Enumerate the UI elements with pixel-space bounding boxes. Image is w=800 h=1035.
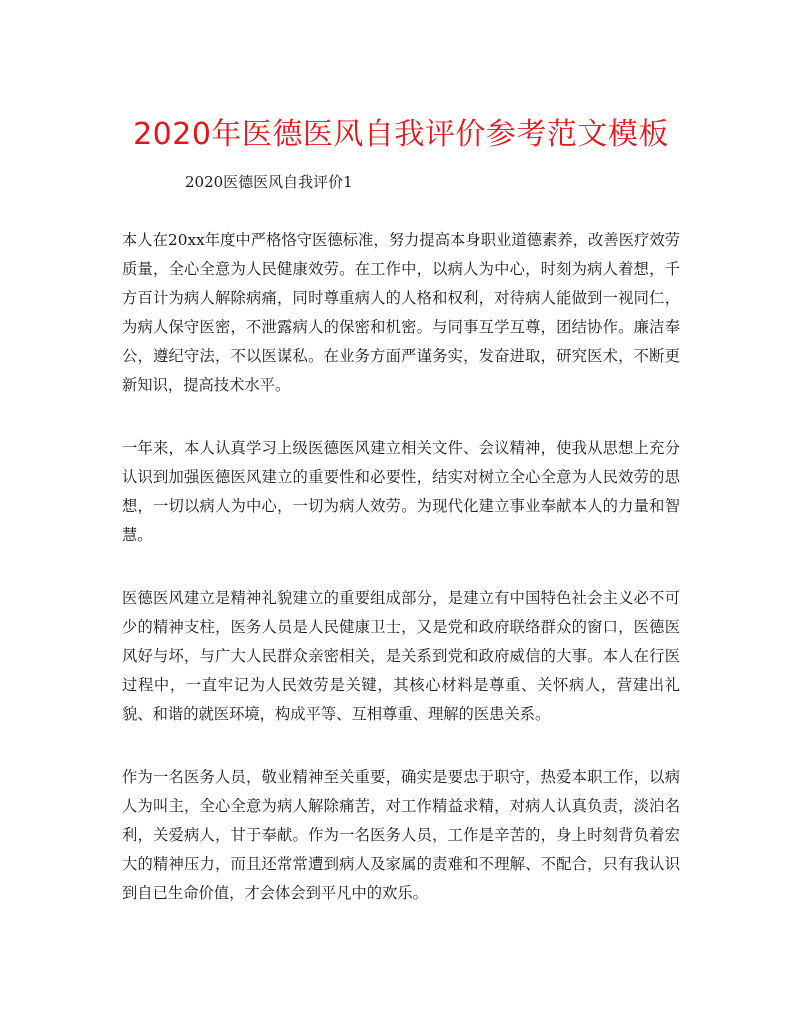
paragraph-1: 本人在20xx年度中严格恪守医德标准，努力提高本身职业道德素养，改善医疗效劳质量，全心全意为人民健康效劳。在工作中，以病人为中心，时刻为病人着想，千方百计为病人解除病痛，同时尊重病人的人格和权利，对待病人能做到一视同仁，为病人保守医密，不泄露病人的保密和机密。与同事互学互尊，团结协作。廉洁奉公，遵纪守法，不以医谋私。在业务方面严谨务实，发奋进取，研究医术，不断更新知识，提高技术水平。 [122,231,680,394]
document-subtitle: 2020医德医风自我评价1 [185,173,353,191]
paragraph-3: 医德医风建立是精神礼貌建立的重要组成部分，是建立有中国特色社会主义必不可少的精神支柱，医务人员是人民健康卫士，又是党和政府联络群众的窗口，医德医风好与坏，与广大人民群众亲密相关，是关系到党和政府威信的大事。本人在行医过程中，一直牢记为人民效劳是关键，其核心材料是尊重、关怀病人，营建出礼貌、和谐的就医环境，构成平等、互相尊重、理解的医患关系。 [122,589,680,723]
paragraph-4: 作为一名医务人员，敬业精神至关重要，确实是要忠于职守，热爱本职工作，以病人为叫主，全心全意为病人解除痛苦，对工作精益求精，对病人认真负责，淡泊名利，关爱病人，甘于奉献。作为一名医务人员，工作是辛苦的，身上时刻背负着宏大的精神压力，而且还常常遭到病人及家属的责难和不理解、不配合，只有我认识到自已生命价值，才会体会到平凡中的欢乐。 [122,768,680,902]
paragraph-2: 一年来，本人认真学习上级医德医风建立相关文件、会议精神，使我从思想上充分认识到加强医德医风建立的重要性和必要性，结实对树立全心全意为人民效劳的思想，一切以病人为中心，一切为病人效劳。为现代化建立事业奉献本人的力量和智慧。 [122,439,680,544]
document-title: 2020年医德医风自我评价参考范文模板 [133,117,669,152]
